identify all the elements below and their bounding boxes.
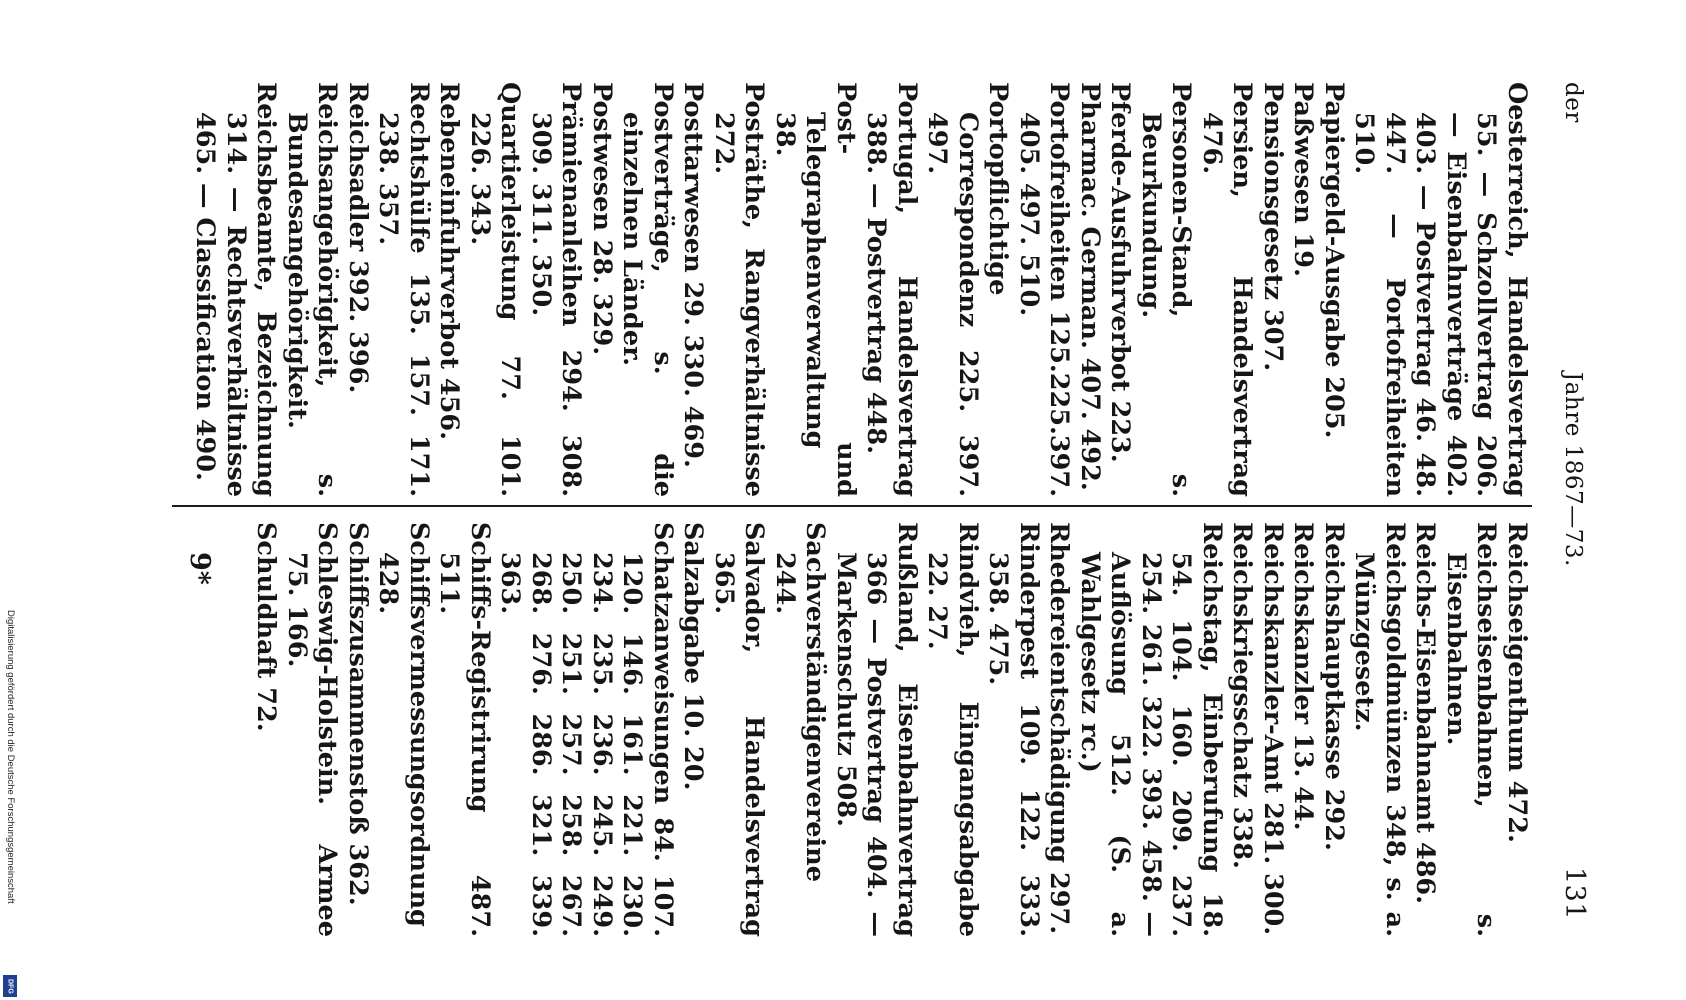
index-entry: Paßwesen 19. — [1288, 82, 1319, 277]
index-entry: Portugal, Handelsvertrag 388. — Postvertrag 448. — [861, 82, 922, 497]
index-entry: Reichsadler 392. 396. — [343, 82, 373, 394]
index-entry: Oesterreich, Handelsvertrag 55. — Schzollvertrag 206. — Eisenbahnverträge 402. 403. — Postvertrag 46. 48. 447. — Portofreiheiten 510. — [1349, 82, 1532, 497]
index-entry: Reichstag, Einberufung 18. 54. 104. 160. 209. 237. 254. 261. 322. 393. 458. — Auflösung 512. (S. a. Wahlgesetz rc.) — [1075, 522, 1227, 937]
index-entry: Pensionsgesetz 307. — [1258, 82, 1288, 372]
index-entry: Rechtshülfe 135. 157. 171. 238. 357. — [373, 82, 434, 497]
index-entry: Sachverständigenvereine 244. — [770, 522, 831, 882]
index-entry: Persien, Handelsvertrag 476. — [1197, 82, 1258, 497]
index-column-right — [251, 522, 1532, 937]
index-entry: Reichsangehörigkeit, s. Bundesangehörigkeit. — [282, 82, 343, 497]
column-divider — [172, 505, 1532, 507]
index-entry: Rußland, Eisenbahnvertrag 366 — Postvertrag 404. — Markenschutz 508. — [831, 522, 922, 937]
index-entry: Rinderpest 109. 122. 333. 358. 475. — [983, 522, 1044, 937]
index-entry: Salzabgabe 10. 20. — [678, 522, 709, 791]
header-title: Jahre 1867—73. — [1560, 372, 1586, 567]
page-number: 131 — [1559, 867, 1590, 921]
index-entry: Schiffs-Registrirung 487. 511. — [434, 522, 495, 937]
index-entry: Schiffsvermessungsordnung 428. — [373, 522, 434, 927]
index-entry: Papiergeld-Ausgabe 205. — [1319, 82, 1349, 439]
index-entry: Portofreiheiten 125.225.397. 405. 497. 510. — [1014, 82, 1075, 497]
page-header — [1550, 82, 1590, 942]
index-entry: Rhedereientschädigung 297. — [1044, 522, 1075, 935]
index-entry: Pferde-Ausfuhrverbot 223. — [1105, 82, 1136, 463]
index-entry: Schatzanweisungen 84. 107. 120. 146. 161. 221. 230. 234. 235. 236. 245. 249. 250. 251. 257. 258. 267. 268. 276. 286. 321. 339. 363. — [495, 522, 678, 937]
header-left: der — [1560, 82, 1586, 123]
index-entry: Schuldhaft 72. — [251, 522, 282, 732]
index-entry: Posttarwesen 29. 330. 469. — [678, 82, 709, 468]
index-entry: Postwesen 28. 329. — [587, 82, 617, 356]
index-entry: Postverträge, s. die einzelnen Länder. — [617, 82, 678, 497]
index-entry: Reichs-Eisenbahnamt 486. — [1410, 522, 1441, 905]
document-page — [150, 82, 1590, 942]
dfg-logo: DFG — [3, 975, 17, 997]
index-entry: Reichseigenthum 472. — [1502, 522, 1532, 843]
index-entry: Reichskanzler-Amt 281. 300. — [1258, 522, 1288, 936]
index-entry: Reichsbeamte, Bezeichnung 314. — Rechtsverhältnisse 465. — Classification 490. — [190, 82, 282, 497]
index-entry: Pharmac. German. 407. 492. — [1075, 82, 1105, 491]
index-entry: Posträthe, Rangverhältnisse 272. — [709, 82, 770, 497]
index-entry: Reichsgoldmünzen 348, s. a. Münzgesetz. — [1349, 522, 1410, 937]
index-entry: Post- und Telegraphenverwaltung 38. — [770, 82, 861, 497]
index-entry: Prämienanleihen 294. 308. 309. 311. 350. — [526, 82, 587, 497]
index-entry: Reichseisenbahnen, s. Eisenbahnen. — [1441, 522, 1502, 937]
index-entry: Schiffszusammenstoß 362. — [343, 522, 373, 906]
digitization-credit: Digitalisierung gefördert durch die Deutsche Forschungsgemeinschaft — [5, 610, 16, 904]
index-entry: Personen-Stand, s. Beurkundung. — [1136, 82, 1197, 497]
index-entry: Reichshauptkasse 292. — [1319, 522, 1349, 851]
index-entry: Salvador, Handelsvertrag 365. — [709, 522, 770, 937]
index-entry: Reichskriegsschatz 338. — [1227, 522, 1258, 869]
index-entry: Quartierleistung 77. 101. 226. 343. — [465, 82, 526, 497]
digitization-sidebar — [0, 0, 22, 1000]
index-entry: Reichskanzler 13. 44. — [1288, 522, 1319, 831]
signature-mark: 9* — [184, 552, 215, 585]
index-entry: Rebeneinfuhrverbot 456. — [434, 82, 465, 441]
index-entry: Portopflichtige Correspondenz 225. 397. 497. — [922, 82, 1014, 497]
index-column-left — [190, 82, 1532, 497]
index-entry: Schleswig-Holstein. Armee 75. 166. — [282, 522, 343, 937]
index-entry: Rindvieh, Eingangsabgabe 22. 27. — [922, 522, 983, 937]
